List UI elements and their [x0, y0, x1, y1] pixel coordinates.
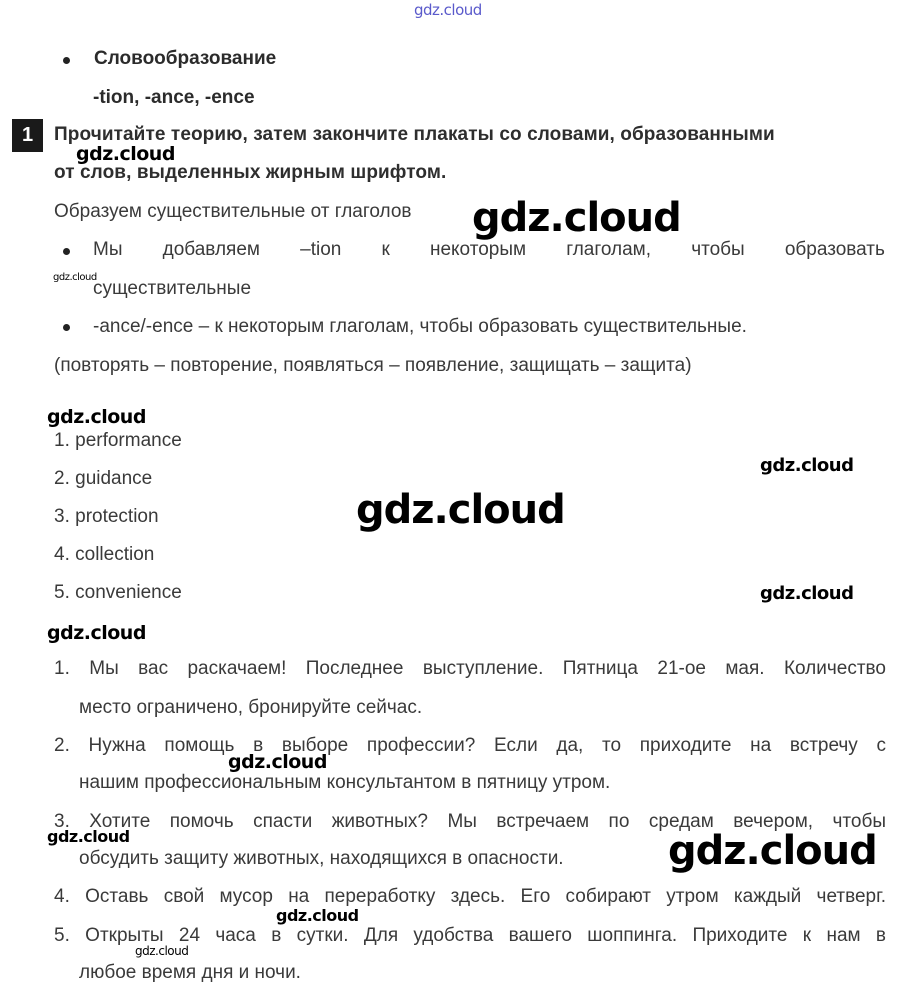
- answer-item-1: 1. performance: [54, 430, 182, 451]
- answer-item-5: 5. convenience: [54, 582, 182, 603]
- translation-3-line1: 3. Хотите помочь спасти животных? Мы встречаем по средам вечером, чтобы: [54, 811, 886, 832]
- watermark: gdz.cloud: [472, 195, 681, 241]
- watermark: gdz.cloud: [47, 622, 146, 644]
- watermark: gdz.cloud: [53, 272, 97, 283]
- word: образовать: [784, 239, 885, 260]
- exercise-number-badge: [12, 119, 43, 152]
- exercise-number: 1: [21, 124, 34, 146]
- theory-bullet2: -ance/-ence – к некоторым глаголам, чтобы образовать существительные.: [93, 316, 747, 337]
- word: добавляем: [162, 239, 260, 260]
- watermark: gdz.cloud: [668, 828, 877, 874]
- word: к: [381, 239, 390, 260]
- watermark: gdz.cloud: [760, 455, 854, 476]
- theory-bullet1: [93, 239, 885, 261]
- translation-2-line1: 2. Нужна помощь в выборе профессии? Если да, то приходите на встречу с: [54, 735, 886, 756]
- word: Мы: [93, 239, 123, 260]
- answer-item-2: 2. guidance: [54, 468, 153, 489]
- watermark: gdz.cloud: [228, 751, 327, 773]
- watermark: gdz.cloud: [47, 406, 146, 428]
- translation-2-line2: нашим профессиональным консультантом в пятницу утром.: [79, 772, 611, 793]
- word: некоторым: [429, 239, 527, 260]
- translation-1-line1: 1. Мы вас раскачаем! Последнее выступление. Пятница 21-ое мая. Количество: [54, 658, 886, 679]
- bullet-dot: [63, 248, 70, 255]
- suffix-list: -tion, -ance, -ence: [93, 87, 255, 108]
- translation-5-line1: 5. Открыты 24 часа в сутки. Для удобства вашего шоппинга. Приходите к нам в: [54, 925, 886, 946]
- translation-5-line2: любое время дня и ночи.: [79, 962, 301, 983]
- exercise-instruction-line1: Прочитайте теорию, затем закончите плакаты со словами, образованными: [54, 124, 775, 145]
- watermark: gdz.cloud: [76, 143, 175, 165]
- answer-item-4: 4. collection: [54, 544, 155, 565]
- word: чтобы: [691, 239, 745, 260]
- watermark: gdz.cloud: [414, 1, 482, 19]
- exercise-instruction-line2: от слов, выделенных жирным шрифтом.: [54, 162, 447, 183]
- watermark: gdz.cloud: [135, 944, 189, 958]
- answer-item-3: 3. protection: [54, 506, 159, 527]
- bullet-dot: [63, 324, 70, 331]
- theory-intro: Образуем существительные от глаголов: [54, 201, 412, 222]
- word: –tion: [300, 239, 342, 260]
- watermark: gdz.cloud: [356, 487, 565, 533]
- translation-1-line2: место ограничено, бронируйте сейчас.: [79, 697, 423, 718]
- watermark: gdz.cloud: [276, 906, 359, 925]
- word: глаголам,: [566, 239, 652, 260]
- translation-3-line2: обсудить защиту животных, находящихся в опасности.: [79, 848, 564, 869]
- translation-4-line1: 4. Оставь свой мусор на переработку здесь. Его собирают утром каждый четверг.: [54, 886, 886, 907]
- watermark: gdz.cloud: [47, 827, 130, 846]
- theory-bullet1-continuation: существительные: [93, 278, 252, 299]
- theory-examples: (повторять – повторение, появляться – появление, защищать – защита): [54, 355, 692, 376]
- bullet-dot: [63, 57, 70, 64]
- section-title: Словообразование: [94, 48, 277, 69]
- watermark: gdz.cloud: [760, 583, 854, 604]
